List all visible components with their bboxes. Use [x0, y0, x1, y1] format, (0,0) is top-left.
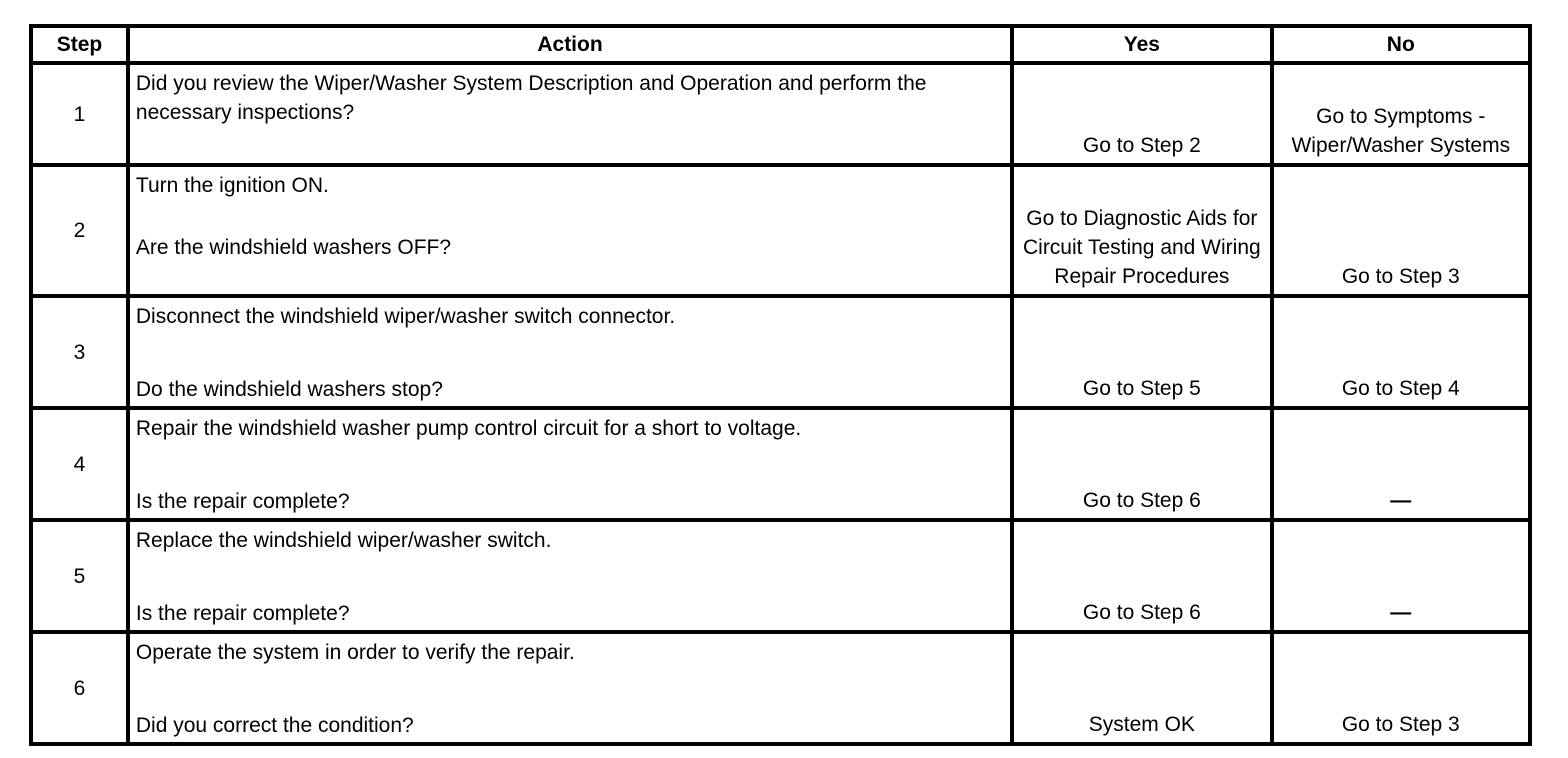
- yes-result: Go to Diagnostic Aids for Circuit Testing and Wiring Repair Procedures: [1012, 165, 1271, 296]
- action-cell: [128, 63, 1012, 165]
- action-text: Did you review the Wiper/Washer System Description and Operation and perform the necessary inspections?: [135, 72, 927, 124]
- table-row: [31, 408, 1530, 520]
- table-row: [31, 632, 1530, 744]
- action-cell: [128, 520, 1012, 632]
- step-number: 1: [31, 63, 128, 165]
- no-result: Go to Step 4: [1272, 296, 1530, 408]
- header-no: No: [1272, 26, 1530, 63]
- diagnostic-table: [29, 24, 1532, 746]
- step-number: 6: [31, 632, 128, 744]
- header-yes: Yes: [1012, 26, 1271, 63]
- action-cell: [128, 165, 1012, 296]
- no-result: Go to Step 3: [1272, 165, 1530, 296]
- action-question: Do the windshield washers stop?: [135, 378, 443, 401]
- action-cell: [128, 632, 1012, 744]
- table-row: [31, 63, 1530, 165]
- step-number: 5: [31, 520, 128, 632]
- action-question: Is the repair complete?: [135, 602, 350, 625]
- no-result: —: [1272, 520, 1530, 632]
- yes-result: Go to Step 5: [1012, 296, 1271, 408]
- action-instruction: Replace the windshield wiper/washer switch.: [135, 529, 552, 552]
- table-row: [31, 165, 1530, 296]
- action-instruction: Disconnect the windshield wiper/washer switch connector.: [135, 305, 676, 328]
- step-number: 2: [31, 165, 128, 296]
- action-cell: [128, 408, 1012, 520]
- step-number: 3: [31, 296, 128, 408]
- action-instruction: Repair the windshield washer pump control circuit for a short to voltage.: [135, 417, 802, 440]
- header-action: Action: [128, 26, 1012, 63]
- action-cell: [128, 296, 1012, 408]
- table-row: [31, 296, 1530, 408]
- no-result: Go to Symptoms - Wiper/Washer Systems: [1272, 63, 1530, 165]
- action-question: Are the windshield washers OFF?: [135, 236, 452, 259]
- yes-result: System OK: [1012, 632, 1271, 744]
- yes-result: Go to Step 2: [1012, 63, 1271, 165]
- action-instruction: Operate the system in order to verify the repair.: [135, 641, 575, 664]
- step-number: 4: [31, 408, 128, 520]
- action-question: Did you correct the condition?: [135, 714, 414, 737]
- action-question: Is the repair complete?: [135, 490, 350, 513]
- header-step: Step: [31, 26, 128, 63]
- header-row: [31, 26, 1530, 63]
- table-row: [31, 520, 1530, 632]
- no-result: Go to Step 3: [1272, 632, 1530, 744]
- no-result: —: [1272, 408, 1530, 520]
- yes-result: Go to Step 6: [1012, 520, 1271, 632]
- yes-result: Go to Step 6: [1012, 408, 1271, 520]
- action-instruction: Turn the ignition ON.: [135, 174, 329, 197]
